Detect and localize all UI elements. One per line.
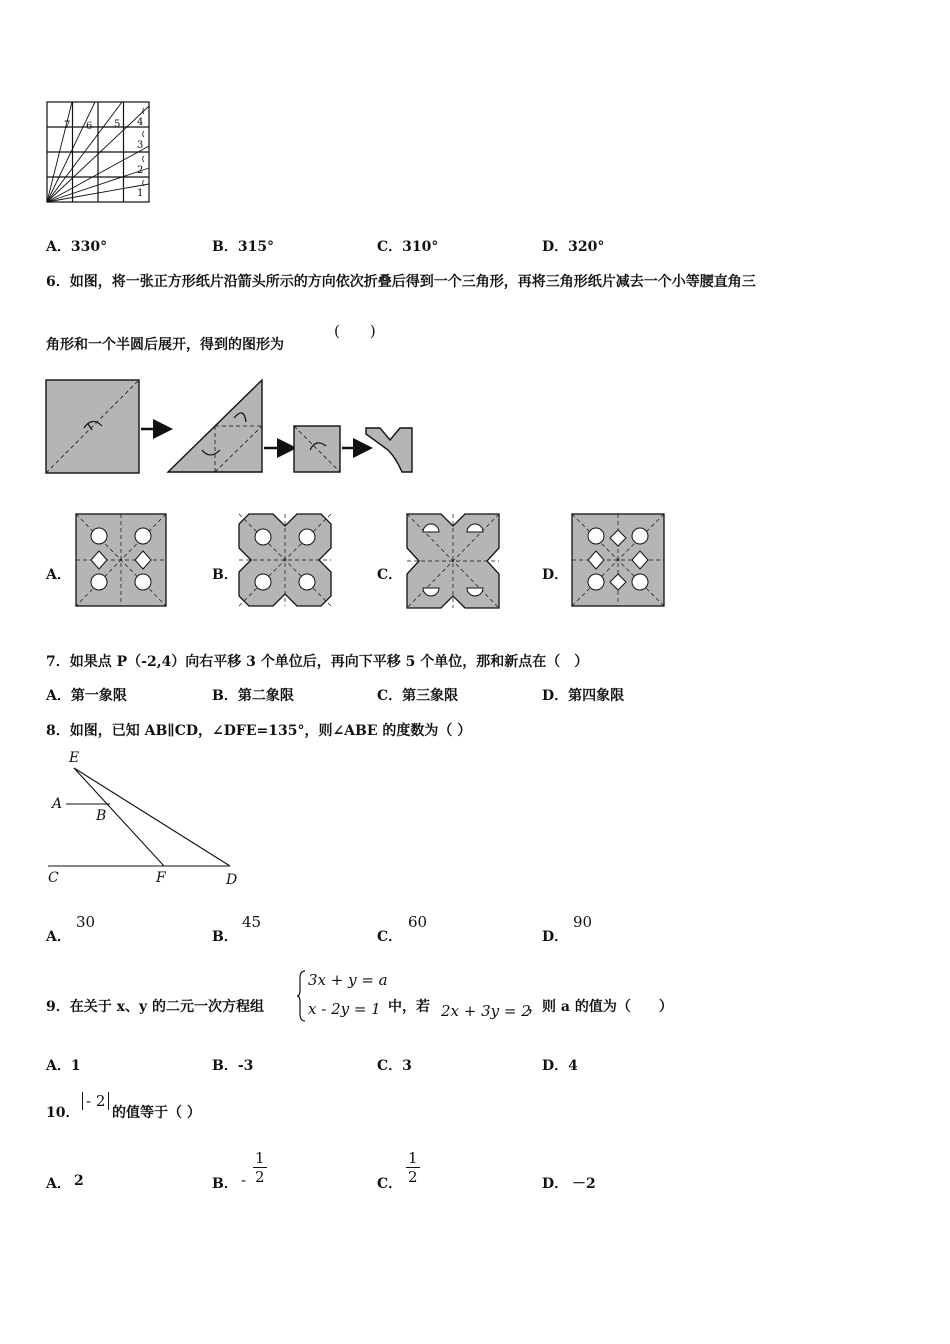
- q10-option-b-fraction: [253, 1149, 267, 1186]
- q5-option-a: A．330°: [46, 239, 108, 255]
- q5-option-c: C．310°: [377, 239, 439, 255]
- q10-option-c-fraction: [406, 1149, 420, 1186]
- q8-point-d: D: [226, 872, 238, 888]
- q7-option-c: C．第三象限: [377, 688, 459, 704]
- q10-option-a-label: A．: [46, 1176, 71, 1192]
- q8-option-a-value: 30: [76, 913, 96, 931]
- q5-grid-label: 1: [137, 188, 144, 199]
- q9-prefix: 9．在关于 x、y 的二元一次方程组: [46, 999, 264, 1015]
- q6-option-b-figure: [237, 512, 333, 608]
- q8-point-e: E: [69, 750, 80, 766]
- q8-option-d-value: 90: [573, 913, 593, 931]
- q10-option-c-numerator: 1: [408, 1149, 418, 1167]
- q10-option-a-value: 2: [74, 1173, 84, 1189]
- q6-option-b-label: B．: [212, 567, 238, 583]
- q9-equation-2: x - 2y = 1: [308, 1000, 381, 1018]
- q7-option-d: D．第四象限: [542, 688, 625, 704]
- q9-middle: 中，若: [388, 999, 430, 1015]
- q5-option-d: D．320°: [542, 239, 605, 255]
- q9-condition: 2x + 3y = 2: [441, 1002, 531, 1020]
- q8-text: 8．如图，已知 AB∥CD，∠DFE=135°，则∠ABE 的度数为（ ）: [46, 723, 472, 739]
- q5-grid-label: 7: [64, 120, 71, 131]
- q6-option-d-label: D．: [542, 567, 569, 583]
- q10-suffix: 的值等于（ ）: [112, 1105, 201, 1121]
- q6-option-c-label: C．: [377, 567, 403, 583]
- q5-grid-label: 3: [137, 140, 144, 151]
- q6-text-line2: 角形和一个半圆后展开，得到的图形为: [46, 337, 284, 353]
- q9-brace-icon: [296, 970, 306, 1022]
- q5-grid-label: 2: [137, 165, 144, 176]
- q8-option-a-label: A．: [46, 929, 71, 945]
- q5-grid-label: 4: [137, 117, 144, 128]
- q9-option-c: C．3: [377, 1058, 412, 1074]
- q10-option-d-label: D．: [542, 1176, 569, 1192]
- q7-option-b: B．第二象限: [212, 688, 294, 704]
- q9-option-a: A．1: [46, 1058, 81, 1074]
- q9-option-b: B．-3: [212, 1058, 254, 1074]
- q8-option-c-value: 60: [408, 913, 428, 931]
- q9-suffix: ，则 a 的值为（ ）: [528, 999, 673, 1015]
- q10-option-b-denominator: 2: [255, 1168, 265, 1186]
- q5-angle-grid-figure: [40, 98, 155, 206]
- q8-option-b-label: B．: [212, 929, 238, 945]
- q10-option-c-label: C．: [377, 1176, 403, 1192]
- q6-option-c-figure: [405, 512, 501, 610]
- q5-option-b: B．315°: [212, 239, 275, 255]
- q5-grid-label: 5: [114, 119, 121, 130]
- q8-option-c-label: C．: [377, 929, 403, 945]
- q10-prefix: 10．: [46, 1105, 80, 1121]
- q10-option-b-label: B．: [212, 1176, 238, 1192]
- q6-option-a-label: A．: [46, 567, 71, 583]
- q8-point-c: C: [48, 870, 59, 886]
- q9-option-d: D．4: [542, 1058, 578, 1074]
- q8-point-b: B: [96, 808, 107, 824]
- q8-option-b-value: 45: [242, 913, 262, 931]
- q8-parallel-lines-figure: [44, 748, 244, 888]
- q8-point-f: F: [156, 870, 166, 886]
- q8-point-a: A: [52, 796, 63, 812]
- q10-option-d-value: －2: [572, 1176, 596, 1192]
- q10-absolute-value: - 2: [82, 1092, 109, 1110]
- q7-text: 7．如果点 P（-2,4）向右平移 3 个单位后，再向下平移 5 个单位，那和新点在（ ）: [46, 654, 589, 670]
- q9-equation-1: 3x + y = a: [308, 971, 388, 989]
- q6-option-a-figure: [74, 512, 168, 608]
- q5-grid-label: 6: [86, 121, 93, 132]
- q8-option-d-label: D．: [542, 929, 569, 945]
- q6-answer-paren: ( ): [334, 322, 376, 340]
- q10-option-c-denominator: 2: [408, 1168, 418, 1186]
- q10-option-b-numerator: 1: [255, 1149, 265, 1167]
- q7-option-a: A．第一象限: [46, 688, 127, 704]
- q10-option-b-sign: -: [241, 1171, 247, 1189]
- q6-option-d-figure: [570, 512, 666, 608]
- q6-text-line1: 6．如图，将一张正方形纸片沿箭头所示的方向依次折叠后得到一个三角形，再将三角形纸片减去一个小等腰直角三: [46, 274, 756, 290]
- q6-folding-steps-figure: [44, 378, 416, 476]
